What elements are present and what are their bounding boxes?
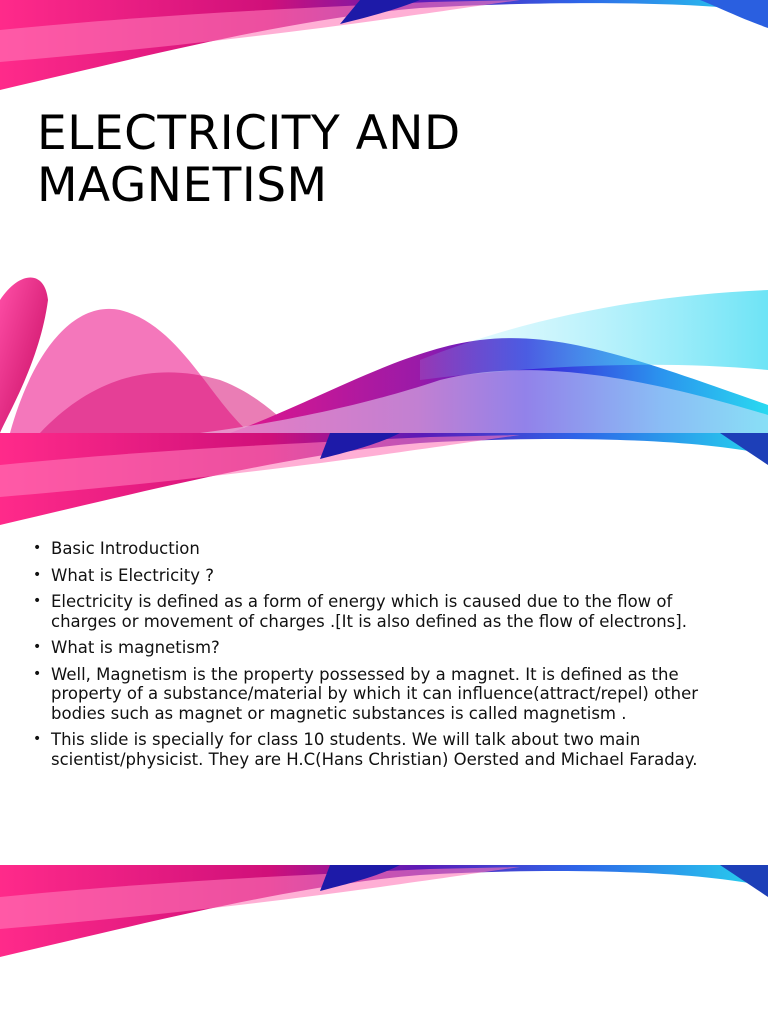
bullet-list [33, 539, 723, 776]
bullet-item: • This slide is specially for class 10 students. We will talk about two main scientist/physicist. They are H.C(Hans Christian) Oersted and Michael Faraday. [33, 730, 723, 769]
slide-title [37, 108, 737, 212]
wave-decoration [0, 433, 768, 533]
bullet-item: • What is magnetism? [33, 638, 723, 658]
content-slide [0, 433, 768, 865]
bullet-item: • Basic Introduction [33, 539, 723, 559]
title-slide [0, 0, 768, 433]
wave-decoration [0, 0, 768, 433]
next-slide [0, 865, 768, 1024]
wave-decoration [0, 865, 768, 965]
title-line-1: ELECTRICITY AND [37, 106, 461, 161]
bullet-item: • What is Electricity ? [33, 566, 723, 586]
bullet-item: • Well, Magnetism is the property possessed by a magnet. It is defined as the property of a substance/material by which it can influence(attract/repel) other bodies such as magnet or magnetic substances is called magnetism . [33, 665, 723, 724]
bullet-item: • Electricity is defined as a form of energy which is caused due to the flow of charges or movement of charges .[It is also defined as the flow of electrons]. [33, 592, 723, 631]
title-line-2: MAGNETISM [37, 158, 328, 213]
